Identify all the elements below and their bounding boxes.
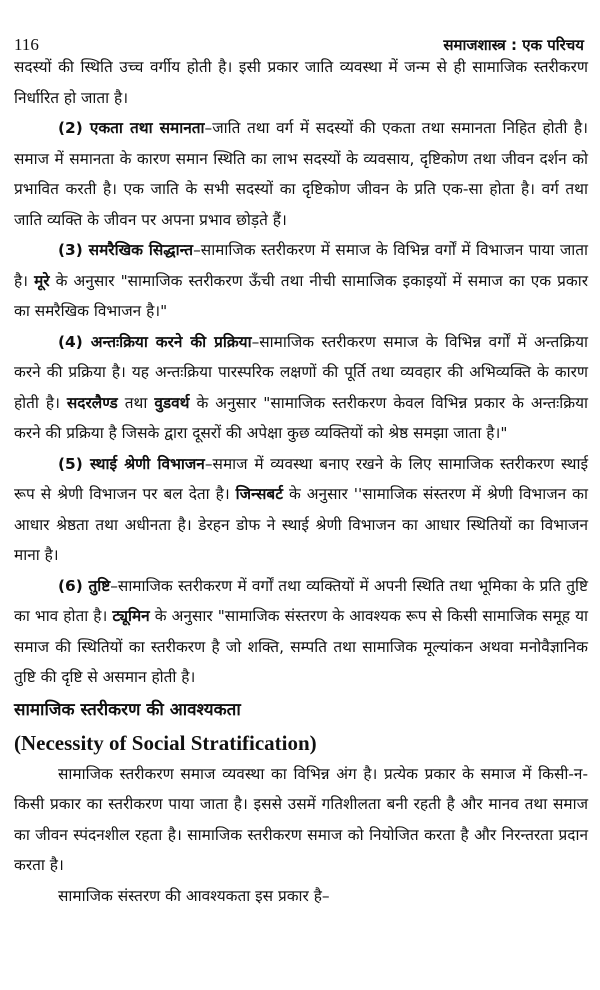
point-5-text-a: –समाज में व्यवस्था बनाए रखने के लिए सामाजिक स्तरीकरण स्थाई रूप से श्रेणी विभाजन पर बल देता है।: [14, 454, 589, 503]
point-6-text-b: के अनुसार "सामाजिक संस्तरण के आवश्यक रूप से किसी सामाजिक समूह या समाज की स्थितियों का स्तरीकरण है जो शक्ति, सम्पति तथा सामाजिक मूल्यांकन अथवा मनोवैज्ञानिक तुष्टि की दृष्टि से असमान होती है।: [14, 607, 588, 686]
necessity-intro-line: सामाजिक संस्तरण की आवश्यकता इस प्रकार है–: [58, 886, 330, 905]
section-heading-hindi: सामाजिक स्तरीकरण की आवश्यकता: [14, 699, 241, 720]
point-6-paragraph: [14, 571, 588, 693]
point-4-paragraph: [14, 327, 588, 449]
necessity-paragraph: सामाजिक स्तरीकरण समाज व्यवस्था का विभिन्न अंग है। प्रत्येक प्रकार के समाज में किसी-न-किसी प्रकार का स्तरीकरण पाया जाता है। इससे उसमें गतिशीलता बनी रहती है और मानव तथा समाज का जीवन स्पंदनशील रहता है। सामाजिक स्तरीकरण समाज को नियोजित करता है और निरन्तरता प्रदान करता है।: [14, 764, 588, 874]
point-4-heading: (4) अन्तःक्रिया करने की प्रक्रिया: [58, 332, 252, 351]
section-heading-english: (Necessity of Social Stratification): [14, 730, 317, 755]
point-5-text-b: के अनुसार ''सामाजिक संस्तरण में श्रेणी विभाजन का आधार श्रेष्ठता तथा अधीनता है। डेरहन डोफ ने स्थाई श्रेणी विभाजन का आधार स्थितियों का विभाजन माना है।: [14, 485, 588, 564]
point-5-author: जिन्सबर्ट: [235, 485, 283, 503]
page-header: [14, 0, 588, 52]
page-number: 116: [14, 35, 39, 54]
point-6-text-a: –सामाजिक स्तरीकरण में वर्गों तथा व्यक्तियों में अपनी स्थिति तथा भूमिका के प्रति तुष्टि का भाव होता है।: [14, 576, 588, 625]
point-3-text-a: –सामाजिक स्तरीकरण में समाज के विभिन्न वर्गों में विभाजन पाया जाता है।: [14, 241, 588, 290]
point-4-author-1: सदरलैण्ड: [66, 393, 118, 412]
intro-paragraph: सदस्यों की स्थिति उच्च वर्गीय होती है। इसी प्रकार जाति व्यवस्था में जन्म से ही सामाजिक स्तरीकरण निर्धारित हो जाता है।: [14, 58, 588, 107]
point-3-author: मूरे: [34, 271, 50, 290]
point-4-text-c: के अनुसार "सामाजिक स्तरीकरण केवल विभिन्न प्रकार के अन्तःक्रिया करने की प्रक्रिया है जिसके द्वारा दूसरों की अपेक्षा कुछ व्यक्तियों को श्रेष्ठ समझा जाता है।": [14, 393, 588, 442]
point-6-heading: (6) तुष्टि: [58, 576, 111, 595]
page-body: [14, 52, 588, 911]
point-5-paragraph: [14, 449, 588, 571]
point-4-text-a: –सामाजिक स्तरीकरण समाज के विभिन्न वर्गों में अन्तक्रिया करने की प्रक्रिया है। यह अन्तःक्रिया पारस्परिक लक्षणों की पूर्ति तथा व्यवहार की अभिव्यक्ति के कारण होती है।: [14, 332, 588, 412]
point-4-author-2: वुडवर्थ: [154, 393, 190, 412]
point-3-heading: (3) समरैखिक सिद्धान्त: [58, 241, 194, 259]
point-4-text-b: तथा: [117, 393, 155, 412]
point-2-text: –जाति तथा वर्ग में सदस्यों की एकता तथा समानता निहित होती है। समाज में समानता के कारण समान स्थिति का लाभ सदस्यों के व्यवसाय, दृष्टिकोण तथा जीवन दर्शन को प्रभावित करती है। एक जाति के सभी सदस्यों का दृष्टिकोण जीवन के प्रति एक-सा होता है। वर्ग तथा जाति व्यक्ति के जीवन पर अपना प्रभाव छोड़ते हैं।: [14, 119, 588, 229]
point-3-text-b: के अनुसार "सामाजिक स्तरीकरण ऊँची तथा नीची सामाजिक इकाइयों में समाज का एक प्रकार का समरैखिक विभाजन है।": [14, 271, 588, 320]
point-3-paragraph: [14, 235, 588, 327]
point-2-paragraph: [14, 113, 588, 235]
running-title: समाजशास्त्र : एक परिचय: [443, 36, 584, 54]
point-6-author: ट्यूमिन: [112, 607, 150, 625]
point-5-heading: (5) स्थाई श्रेणी विभाजन: [58, 454, 205, 473]
point-2-heading: (2) एकता तथा समानता: [58, 119, 205, 137]
